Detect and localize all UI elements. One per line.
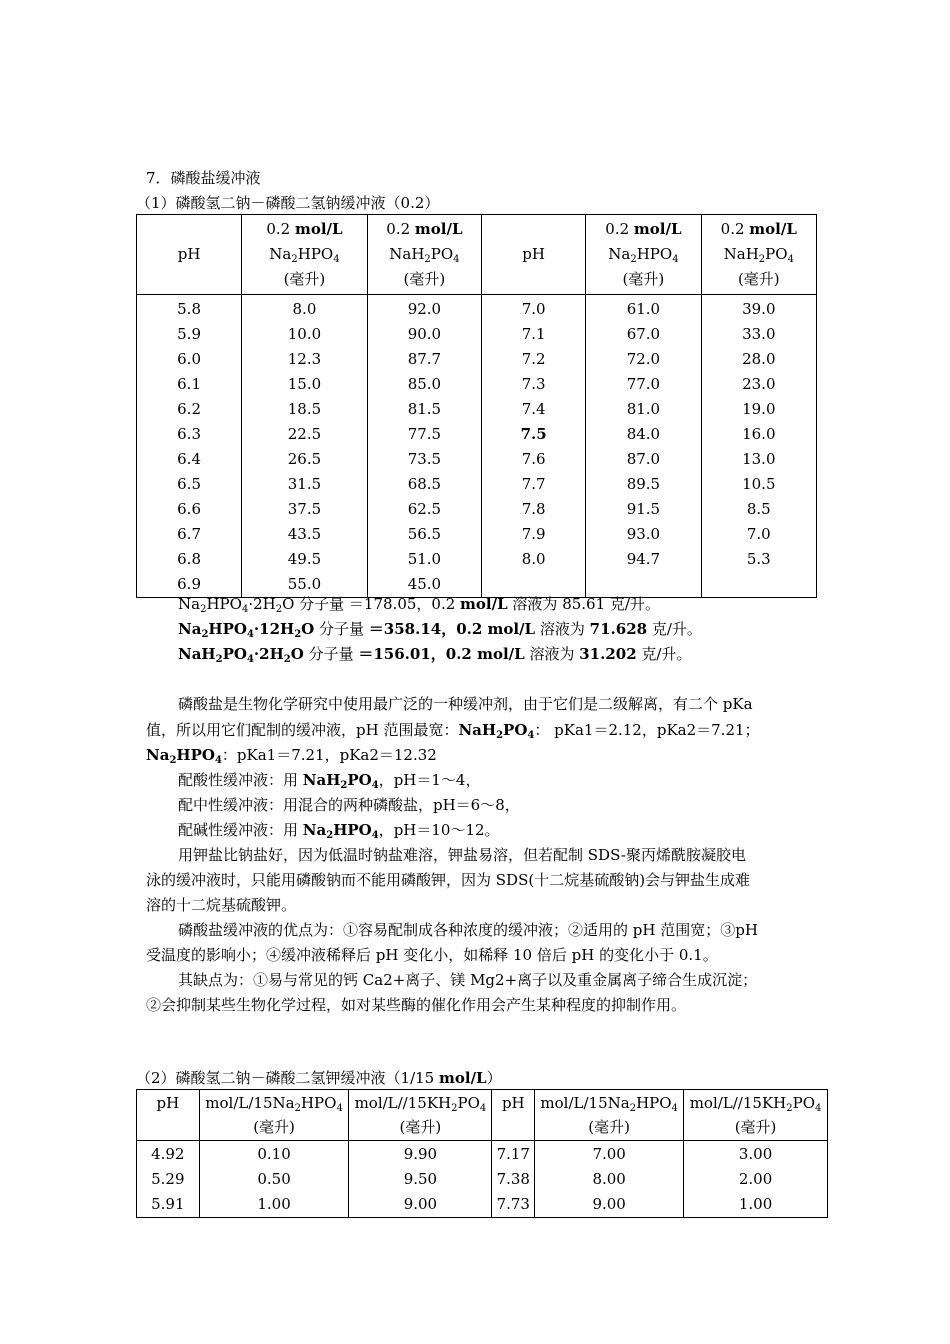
cell: 6.3: [177, 425, 201, 443]
cell: 1.00: [199, 1192, 349, 1218]
cell: 7.17: [492, 1141, 535, 1168]
paragraph-4-line-1: 其缺点为：①易与常见的钙 Ca2+离子、镁 Mg2+离子以及重金属离子缔合生成沉淀；: [178, 971, 758, 989]
cell: 67.0: [586, 322, 701, 347]
cell: 6.1: [177, 375, 201, 393]
paragraph-2-line-3: 溶的十二烷基硫酸钾。: [146, 896, 297, 914]
cell: 15.0: [242, 372, 368, 397]
cell: 94.7: [586, 547, 701, 572]
cell: 6.0: [177, 350, 201, 368]
cell: 8.0: [482, 547, 586, 572]
cell: 89.5: [586, 472, 701, 497]
cell: 7.0: [701, 522, 816, 547]
cell: 0.10: [199, 1141, 349, 1168]
table-row: [137, 472, 817, 497]
cell: 7.00: [535, 1141, 684, 1168]
cell: 22.5: [242, 422, 368, 447]
cell: 9.00: [349, 1192, 492, 1218]
table2-caption: （2）磷酸氢二钠－磷酸二氢钾缓冲液（1/15 mol/L）: [136, 1069, 502, 1087]
cell: 6.7: [177, 525, 201, 543]
cell: 26.5: [242, 447, 368, 472]
acid-buffer-line: 配酸性缓冲液：用 $NaH_2PO_4$，pH＝1～4，: [178, 771, 481, 791]
cell: 93.0: [586, 522, 701, 547]
table-row: [137, 1192, 828, 1218]
table-row: [137, 1167, 828, 1192]
cell: 87.0: [586, 447, 701, 472]
table2-header-k-right: mol/$L//15KH_2PO_4$ (毫升): [684, 1090, 828, 1141]
table-row: [137, 397, 817, 422]
cell: 6.9: [177, 575, 201, 593]
cell: 7.0: [482, 295, 586, 323]
table2-header-row: [137, 1090, 828, 1141]
paragraph-1-line-1: 磷酸盐是生物化学研究中使用最广泛的一种缓冲剂，由于它们是二级解离，有二个 pKa: [178, 695, 753, 713]
table-row: [137, 1141, 828, 1168]
cell: 7.73: [492, 1192, 535, 1218]
cell: 9.50: [349, 1167, 492, 1192]
table1-header-na2hpo4-left: 0.2 mol/L $Na_2HPO_4$ (毫升): [242, 215, 368, 295]
cell: 61.0: [586, 295, 701, 323]
paragraph-3-line-1: 磷酸盐缓冲液的优点为：①容易配制成各种浓度的缓冲液；②适用的 pH 范围宽；③pH: [178, 921, 758, 939]
table1-header-row: [137, 215, 817, 295]
note-na2hpo4-12h2o: $Na_2HPO_4\cdot 12H_2O$ 分子量 ＝358.14，0.2 mol/L 溶液为 71.628 克/升。: [178, 620, 702, 640]
cell: 4.92: [151, 1145, 185, 1163]
neutral-buffer-line: 配中性缓冲液：用混合的两种磷酸盐，pH＝6～8，: [178, 796, 520, 814]
cell: 18.5: [242, 397, 368, 422]
table2-header-k-left: mol/$L//15KH_2PO_4$ (毫升): [349, 1090, 492, 1141]
paragraph-4-line-2: ②会抑制某些生物化学过程，如对某些酶的催化作用会产生某种程度的抑制作用。: [146, 996, 687, 1014]
table2-header-na-right: mol/$L/15Na_2HPO_4$ (毫升): [535, 1090, 684, 1141]
cell: 8.5: [701, 497, 816, 522]
cell: 87.7: [367, 347, 481, 372]
cell: 39.0: [701, 295, 816, 323]
buffer-table-2: [136, 1089, 828, 1218]
cell-highlight: 7.5: [482, 422, 586, 447]
cell: 72.0: [586, 347, 701, 372]
cell: 10.0: [242, 322, 368, 347]
cell: 7.38: [492, 1167, 535, 1192]
cell: 23.0: [701, 372, 816, 397]
cell: 33.0: [701, 322, 816, 347]
cell: 7.6: [482, 447, 586, 472]
cell: 1.00: [684, 1192, 828, 1218]
cell: 68.5: [367, 472, 481, 497]
table-row: [137, 447, 817, 472]
cell: 73.5: [367, 447, 481, 472]
table-row: [137, 347, 817, 372]
cell: 7.7: [482, 472, 586, 497]
cell: 62.5: [367, 497, 481, 522]
cell: 13.0: [701, 447, 816, 472]
cell: 8.0: [242, 295, 368, 323]
cell: 16.0: [701, 422, 816, 447]
paragraph-2-line-1: 用钾盐比钠盐好，因为低温时钠盐难溶，钾盐易溶，但若配制 SDS-聚丙烯酰胺凝胶电: [178, 846, 746, 864]
table1-header-ph-left: pH: [137, 215, 242, 295]
cell: 56.5: [367, 522, 481, 547]
cell: 0.50: [199, 1167, 349, 1192]
cell: 7.1: [482, 322, 586, 347]
cell: 9.90: [349, 1141, 492, 1168]
cell: 77.5: [367, 422, 481, 447]
table2-header-ph-left: pH: [137, 1090, 200, 1141]
cell: 37.5: [242, 497, 368, 522]
cell: 84.0: [586, 422, 701, 447]
cell: 3.00: [684, 1141, 828, 1168]
cell: 10.5: [701, 472, 816, 497]
section-title: 7．磷酸盐缓冲液: [146, 169, 261, 187]
cell: 5.91: [151, 1195, 185, 1213]
cell: 7.3: [482, 372, 586, 397]
table2-header-na-left: mol/$L/15Na_2HPO_4$ (毫升): [199, 1090, 349, 1141]
table1-header-na2hpo4-right: 0.2 mol/L $Na_2HPO_4$ (毫升): [586, 215, 701, 295]
cell: [701, 572, 816, 598]
cell: 6.4: [177, 450, 201, 468]
cell: 6.2: [177, 400, 201, 418]
cell: 6.6: [177, 500, 201, 518]
table2-header-ph-right: pH: [492, 1090, 535, 1141]
table1-header-nah2po4-right: 0.2 mol/L $NaH_2PO_4$ (毫升): [701, 215, 816, 295]
cell: 6.8: [177, 550, 201, 568]
paragraph-1-line-2: 值，所以用它们配制的缓冲液，pH 范围最宽：$NaH_2PO_4$： pKa1＝2.12，pKa2＝7.21；: [146, 721, 760, 741]
cell: 91.5: [586, 497, 701, 522]
cell: 12.3: [242, 347, 368, 372]
cell: 5.29: [151, 1170, 185, 1188]
cell: 81.0: [586, 397, 701, 422]
table-row: [137, 295, 817, 323]
cell: 7.9: [482, 522, 586, 547]
cell: 31.5: [242, 472, 368, 497]
table-row: [137, 497, 817, 522]
cell: 9.00: [535, 1192, 684, 1218]
cell: 90.0: [367, 322, 481, 347]
table-row: [137, 522, 817, 547]
table-row: [137, 547, 817, 572]
cell: 5.8: [177, 300, 201, 318]
cell: 43.5: [242, 522, 368, 547]
cell: 19.0: [701, 397, 816, 422]
base-buffer-line: 配碱性缓冲液：用 $Na_2HPO_4$，pH＝10～12。: [178, 821, 500, 841]
note-nah2po4-2h2o: $NaH_2PO_4\cdot 2H_2O$ 分子量 ＝156.01，0.2 mol/L 溶液为 31.202 克/升。: [178, 645, 692, 665]
paragraph-1-line-3: $Na_2HPO_4$：pKa1＝7.21，pKa2＝12.32: [146, 746, 437, 766]
cell: 5.3: [701, 547, 816, 572]
paragraph-3-line-2: 受温度的影响小；④缓冲液稀释后 pH 变化小，如稀释 10 倍后 pH 的变化小于 0.1。: [146, 946, 718, 964]
cell: 81.5: [367, 397, 481, 422]
cell: 8.00: [535, 1167, 684, 1192]
table-row: [137, 372, 817, 397]
cell: 7.8: [482, 497, 586, 522]
table1-caption: （1）磷酸氢二钠－磷酸二氢钠缓冲液（0.2）: [136, 194, 440, 212]
note-na2hpo4-2h2o: $Na_2HPO_4\cdot 2H_2O$ 分子量 ＝178.05，0.2 mol/L 溶液为 85.61 克/升。: [178, 595, 660, 615]
cell: 49.5: [242, 547, 368, 572]
cell: 77.0: [586, 372, 701, 397]
buffer-table-1: [136, 214, 817, 598]
table-row: [137, 322, 817, 347]
cell: 28.0: [701, 347, 816, 372]
paragraph-2-line-2: 泳的缓冲液时，只能用磷酸钠而不能用磷酸钾，因为 SDS(十二烷基硫酸钠)会与钾盐生成难: [146, 871, 751, 889]
cell: 45.0: [367, 572, 481, 598]
cell: 92.0: [367, 295, 481, 323]
cell: 7.4: [482, 397, 586, 422]
table-row: [137, 422, 817, 447]
cell: 6.5: [177, 475, 201, 493]
table1-header-ph-right: pH: [482, 215, 586, 295]
cell: 55.0: [242, 572, 368, 598]
cell: 2.00: [684, 1167, 828, 1192]
table1-header-nah2po4-left: 0.2 mol/L $NaH_2PO_4$ (毫升): [367, 215, 481, 295]
cell: 5.9: [177, 325, 201, 343]
cell: 51.0: [367, 547, 481, 572]
cell: 7.2: [482, 347, 586, 372]
cell: 85.0: [367, 372, 481, 397]
